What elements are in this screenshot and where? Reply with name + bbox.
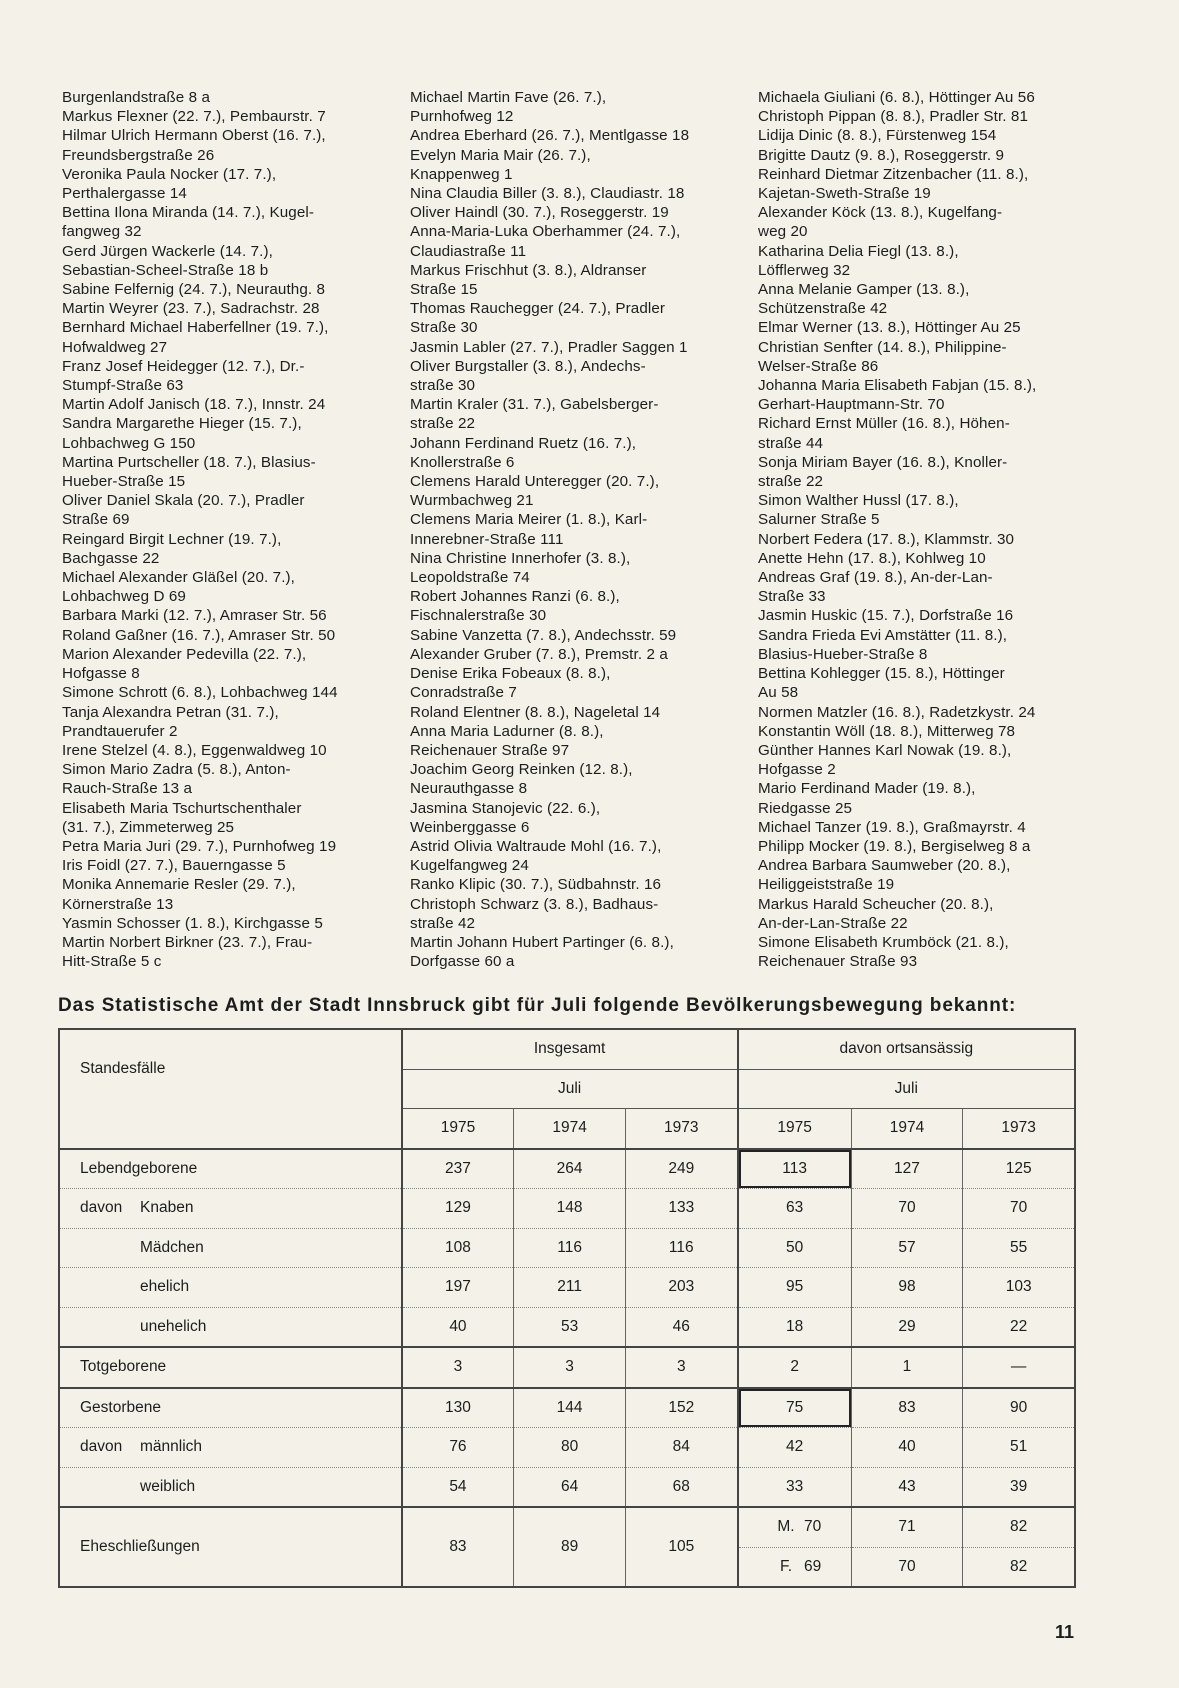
header-month-ortsansaessig: Juli	[738, 1069, 1075, 1109]
year-cell: 1974	[851, 1109, 963, 1149]
header-month-insgesamt: Juli	[402, 1069, 738, 1109]
row-label-text: männlich	[140, 1438, 203, 1456]
value-cell: 130	[402, 1388, 514, 1428]
name-columns	[0, 88, 1179, 988]
row-label: Totgeborene	[59, 1347, 402, 1388]
row-label	[59, 1467, 402, 1507]
table-row	[59, 1467, 1075, 1507]
value-cell: 33	[738, 1467, 852, 1507]
table-row	[59, 1347, 1075, 1388]
value-cell: 53	[514, 1307, 626, 1347]
davon-label: davon	[80, 1438, 123, 1456]
value-cell: 68	[625, 1467, 737, 1507]
year-cell: 1973	[963, 1109, 1075, 1149]
table-row	[59, 1388, 1075, 1428]
value-cell: —	[963, 1347, 1075, 1388]
names-column-1: Burgenlandstraße 8 a Markus Flexner (22. 7.), Pembaurstr. 7 Hilmar Ulrich Hermann Oberst (16. 7.), Freundsbergstraße 26 Veronika Paula Nocker (17. 7.), Perthalergasse 14 Bettina Ilona Miranda (14. 7.), Kugel- fangweg 32 Gerd Jürgen Wackerle (14. 7.), Sebastian-Scheel-Straße 18 b Sabine Felfernig (24. 7.), Neurauthg. 8 Martin Weyrer (23. 7.), Sadrachstr. 28 Bernhard Michael Haberfellner (19. 7.), Hofwaldweg 27 Franz Josef Heidegger (12. 7.), Dr.- Stumpf-Straße 63 Martin Adolf Janisch (18. 7.), Innstr. 24 Sandra Margarethe Hieger (15. 7.), Lohbachweg G 150 Martina Purtscheller (18. 7.), Blasius- Hueber-Straße 15 Oliver Daniel Skala (20. 7.), Pradler Straße 69 Reingard Birgit Lechner (19. 7.), Bachgasse 22 Michael Alexander Gläßel (20. 7.), Lohbachweg D 69 Barbara Marki (12. 7.), Amraser Str. 56 Roland Gaßner (16. 7.), Amraser Str. 50 Marion Alexander Pedevilla (22. 7.), Hofgasse 8 Simone Schrott (6. 8.), Lohbachweg 144 Tanja Alexandra Petran (31. 7.), Prandtauerufer 2 Irene Stelzel (4. 8.), Eggenwaldweg 10 Simon Mario Zadra (5. 8.), Anton- Rauch-Straße 13 a Elisabeth Maria Tschurtschenthaler (31. 7.), Zimmeterweg 25 Petra Maria Juri (29. 7.), Purnhofweg 19 Iris Foidl (27. 7.), Bauerngasse 5 Monika Annemarie Resler (29. 7.), Körnerstraße 13 Yasmin Schosser (1. 8.), Kirchgasse 5 Martin Norbert Birkner (23. 7.), Frau- Hitt-Straße 5 c	[62, 89, 338, 971]
table-row	[59, 1189, 1075, 1229]
value-cell: 103	[963, 1268, 1075, 1308]
value-cell: 57	[851, 1228, 963, 1268]
year-cell: 1975	[440, 1119, 476, 1137]
value-cell: 3	[402, 1347, 514, 1388]
m-label: M.	[777, 1518, 795, 1536]
row-label	[59, 1189, 402, 1229]
value-cell: 55	[963, 1228, 1075, 1268]
value-cell: 39	[963, 1467, 1075, 1507]
value-cell: 42	[738, 1428, 852, 1468]
value-cell: 70	[851, 1189, 963, 1229]
value-cell: 80	[514, 1428, 626, 1468]
row-label-text: Knaben	[140, 1199, 194, 1217]
year-cell: 1975	[738, 1109, 852, 1149]
page-number: 11	[1055, 1622, 1075, 1642]
row-label: Eheschließungen	[59, 1507, 402, 1587]
header-ortsansaessig: davon ortsansässig	[738, 1029, 1075, 1069]
value-cell: 51	[963, 1428, 1075, 1468]
value-cell	[738, 1547, 852, 1587]
population-statistics-table	[58, 1028, 1076, 1588]
value-cell: 197	[402, 1268, 514, 1308]
value-cell: 64	[514, 1467, 626, 1507]
f-label: F.	[779, 1557, 793, 1575]
value-cell: 127	[851, 1149, 963, 1189]
value-cell: 18	[738, 1307, 852, 1347]
row-label-text: ehelich	[140, 1278, 190, 1296]
row-label: Gestorbene	[59, 1388, 402, 1428]
row-label-text: weiblich	[140, 1477, 196, 1495]
value-cell: 71	[851, 1507, 963, 1547]
value-cell: 82	[963, 1547, 1075, 1587]
value-cell: 40	[402, 1307, 514, 1347]
value-cell: 105	[625, 1507, 737, 1587]
value-cell: 129	[402, 1189, 514, 1229]
value-cell: 83	[402, 1507, 514, 1587]
row-label-text: Mädchen	[140, 1238, 204, 1256]
header-standesfaelle: Standesfälle	[59, 1029, 402, 1109]
value-cell: 3	[625, 1347, 737, 1388]
value-cell: 148	[514, 1189, 626, 1229]
value-cell: 2	[738, 1347, 852, 1388]
davon-label: davon	[80, 1199, 123, 1217]
table-row	[59, 1307, 1075, 1347]
value-cell: 133	[625, 1189, 737, 1229]
names-column-3: Michaela Giuliani (6. 8.), Höttinger Au 56 Christoph Pippan (8. 8.), Pradler Str. 81 Lidija Dinic (8. 8.), Fürstenweg 154 Brigitte Dautz (9. 8.), Roseggerstr. 9 Reinhard Dietmar Zitzenbacher (11. 8.), Kajetan-Sweth-Straße 19 Alexander Köck (13. 8.), Kugelfang- weg 20 Katharina Delia Fiegl (13. 8.), Löfflerweg 32 Anna Melanie Gamper (13. 8.), Schützenstraße 42 Elmar Werner (13. 8.), Höttinger Au 25 Christian Senfter (14. 8.), Philippine- Welser-Straße 86 Johanna Maria Elisabeth Fabjan (15. 8.), Gerhart-Hauptmann-Str. 70 Richard Ernst Müller (16. 8.), Höhen- straße 44 Sonja Miriam Bayer (16. 8.), Knoller- straße 22 Simon Walther Hussl (17. 8.), Salurner Straße 5 Norbert Federa (17. 8.), Klammstr. 30 Anette Hehn (17. 8.), Kohlweg 10 Andreas Graf (19. 8.), An-der-Lan- Straße 33 Jasmin Huskic (15. 7.), Dorfstraße 16 Sandra Frieda Evi Amstätter (11. 8.), Blasius-Hueber-Straße 8 Bettina Kohlegger (15. 8.), Höttinger Au 58 Normen Matzler (16. 8.), Radetzkystr. 24 Konstantin Wöll (18. 8.), Mitterweg 78 Günther Hannes Karl Nowak (19. 8.), Hofgasse 2 Mario Ferdinand Mader (19. 8.), Riedgasse 25 Michael Tanzer (19. 8.), Graßmayrstr. 4 Philipp Mocker (19. 8.), Bergiselweg 8 a Andrea Barbara Saumweber (20. 8.), Heiliggeiststraße 19 Markus Harald Scheucher (20. 8.), An-der-Lan-Straße 22 Simone Elisabeth Krumböck (21. 8.), Reichenauer Straße 93	[758, 89, 1037, 971]
value-cell: 203	[625, 1268, 737, 1308]
value-cell: 90	[963, 1388, 1075, 1428]
value-cell: 54	[402, 1467, 514, 1507]
value-cell: 46	[625, 1307, 737, 1347]
value-cell	[738, 1507, 852, 1547]
statistics-heading: Das Statistische Amt der Stadt Innsbruck gibt für Juli folgende Bevölkerungsbewegung bekannt:	[58, 995, 1017, 1016]
row-label-text: unehelich	[140, 1317, 207, 1335]
header-empty	[59, 1109, 402, 1149]
value-cell: 3	[514, 1347, 626, 1388]
year-cell: 1973	[625, 1109, 737, 1149]
table-row	[59, 1149, 1075, 1189]
row-label	[59, 1268, 402, 1308]
table-row	[59, 1268, 1075, 1308]
value-cell: 76	[402, 1428, 514, 1468]
header-row-1	[59, 1029, 1075, 1069]
names-column-2: Michael Martin Fave (26. 7.), Purnhofweg 12 Andrea Eberhard (26. 7.), Mentlgasse 18 Evelyn Maria Mair (26. 7.), Knappenweg 1 Nina Claudia Biller (3. 8.), Claudiastr. 18 Oliver Haindl (30. 7.), Roseggerstr. 19 Anna-Maria-Luka Oberhammer (24. 7.), Claudiastraße 11 Markus Frischhut (3. 8.), Aldranser Straße 15 Thomas Rauchegger (24. 7.), Pradler Straße 30 Jasmin Labler (27. 7.), Pradler Saggen 1 Oliver Burgstaller (3. 8.), Andechs- straße 30 Martin Kraler (31. 7.), Gabelsberger- straße 22 Johann Ferdinand Ruetz (16. 7.), Knollerstraße 6 Clemens Harald Unteregger (20. 7.), Wurmbachweg 21 Clemens Maria Meirer (1. 8.), Karl- Innerebner-Straße 111 Nina Christine Innerhofer (3. 8.), Leopoldstraße 74 Robert Johannes Ranzi (6. 8.), Fischnalerstraße 30 Sabine Vanzetta (7. 8.), Andechsstr. 59 Alexander Gruber (7. 8.), Premstr. 2 a Denise Erika Fobeaux (8. 8.), Conradstraße 7 Roland Elentner (8. 8.), Nageletal 14 Anna Maria Ladurner (8. 8.), Reichenauer Straße 97 Joachim Georg Reinken (12. 8.), Neurauthgasse 8 Jasmina Stanojevic (22. 6.), Weinberggasse 6 Astrid Olivia Waltraude Mohl (16. 7.), Kugelfangweg 24 Ranko Klipic (30. 7.), Südbahnstr. 16 Christoph Schwarz (3. 8.), Badhaus- straße 42 Martin Johann Hubert Partinger (6. 8.), Dorfgasse 60 a	[410, 89, 690, 971]
value-cell: 63	[738, 1189, 852, 1229]
row-label	[59, 1307, 402, 1347]
value-cell: 95	[738, 1268, 852, 1308]
table-row	[59, 1228, 1075, 1268]
value-cell: 98	[851, 1268, 963, 1308]
header-years-row	[59, 1109, 1075, 1149]
value-cell: 82	[963, 1507, 1075, 1547]
table-row	[59, 1428, 1075, 1468]
value-cell: 116	[625, 1228, 737, 1268]
value-cell: 89	[514, 1507, 626, 1587]
row-label: Lebendgeborene	[59, 1149, 402, 1189]
value-cell: 29	[851, 1307, 963, 1347]
boxed-value: 113	[739, 1150, 851, 1188]
value-cell: 22	[963, 1307, 1075, 1347]
boxed-value: 75	[739, 1389, 851, 1427]
value-cell: 83	[851, 1388, 963, 1428]
value-cell: 84	[625, 1428, 737, 1468]
value-cell: 40	[851, 1428, 963, 1468]
value-cell: 264	[514, 1149, 626, 1189]
value-cell: 70	[963, 1189, 1075, 1229]
value-cell: 211	[514, 1268, 626, 1308]
row-label	[59, 1428, 402, 1468]
value-cell: 70	[851, 1547, 963, 1587]
value-cell: 43	[851, 1467, 963, 1507]
value-cell: 237	[402, 1149, 514, 1189]
value-cell: 152	[625, 1388, 737, 1428]
value-cell: 144	[514, 1388, 626, 1428]
f-value: 69	[804, 1557, 822, 1575]
row-label	[59, 1228, 402, 1268]
value-cell: 1	[851, 1347, 963, 1388]
value-cell: 125	[963, 1149, 1075, 1189]
m-value: 70	[804, 1518, 822, 1536]
year-cell: 1974	[514, 1109, 626, 1149]
value-cell	[738, 1149, 852, 1189]
value-cell: 50	[738, 1228, 852, 1268]
value-cell	[738, 1388, 852, 1428]
table-row-eheschliessungen-m	[59, 1507, 1075, 1547]
value-cell: 116	[514, 1228, 626, 1268]
header-insgesamt: Insgesamt	[402, 1029, 738, 1069]
value-cell: 249	[625, 1149, 737, 1189]
value-cell: 108	[402, 1228, 514, 1268]
